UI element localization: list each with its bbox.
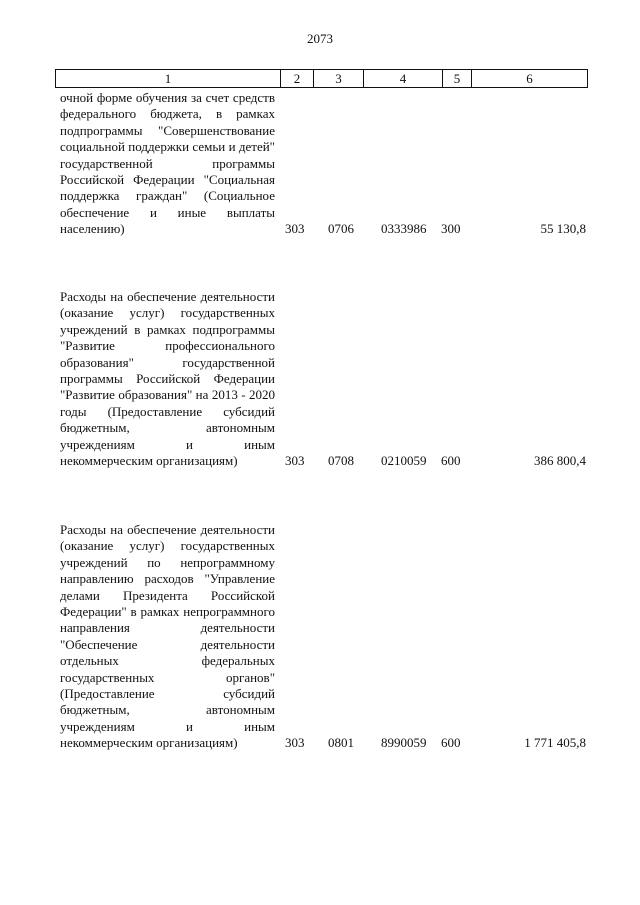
row-expense-type: 600 [441, 453, 461, 469]
header-col-2: 2 [280, 70, 313, 87]
table-row [60, 289, 586, 469]
header-col-6: 6 [471, 70, 587, 87]
row-description: очной форме обучения за счет средств федерального бюджета, в рамках подпрограммы "Совершенствование социальной поддержки семьи и детей" государственной программы Российской Федерации "Социальная поддержка граждан" (Социальное обеспечение и иные выплаты населению) [60, 90, 275, 237]
row-target-code: 8990059 [381, 735, 427, 751]
row-expense-type: 600 [441, 735, 461, 751]
row-section-code: 0706 [328, 221, 354, 237]
row-ministry-code: 303 [285, 453, 305, 469]
page-number: 2073 [307, 31, 333, 46]
row-target-code: 0210059 [381, 453, 427, 469]
table-row [60, 90, 586, 238]
table-row [60, 522, 586, 752]
row-ministry-code: 303 [285, 735, 305, 751]
row-description: Расходы на обеспечение деятельности (оказание услуг) государственных учреждений в рамках подпрограммы "Развитие профессионального образования" государственной программы Российской Федерации "Развитие образования" на 2013 - 2020 годы (Предоставление субсидий бюджетным, автономным учреждениям и иным некоммерческим организациям) [60, 289, 275, 469]
table-header [55, 69, 588, 88]
row-description: Расходы на обеспечение деятельности (оказание услуг) государственных учреждений по непрограммному направлению расходов "Управление делами Президента Российской Федерации" в рамках непрограммного направления деятельности "Обеспечение деятельности отдельных федеральных государственных органов" (Предоставление субсидий бюджетным, автономным учреждениям и иным некоммерческим организациям) [60, 522, 275, 751]
header-col-4: 4 [363, 70, 442, 87]
header-col-1: 1 [164, 71, 172, 86]
row-ministry-code: 303 [285, 221, 305, 237]
row-amount: 1 771 405,8 [524, 735, 586, 751]
row-section-code: 0708 [328, 453, 354, 469]
header-col-3: 3 [313, 70, 363, 87]
row-amount: 386 800,4 [534, 453, 586, 469]
row-target-code: 0333986 [381, 221, 427, 237]
row-expense-type: 300 [441, 221, 461, 237]
row-section-code: 0801 [328, 735, 354, 751]
header-col-5: 5 [442, 70, 471, 87]
row-amount: 55 130,8 [540, 221, 586, 237]
